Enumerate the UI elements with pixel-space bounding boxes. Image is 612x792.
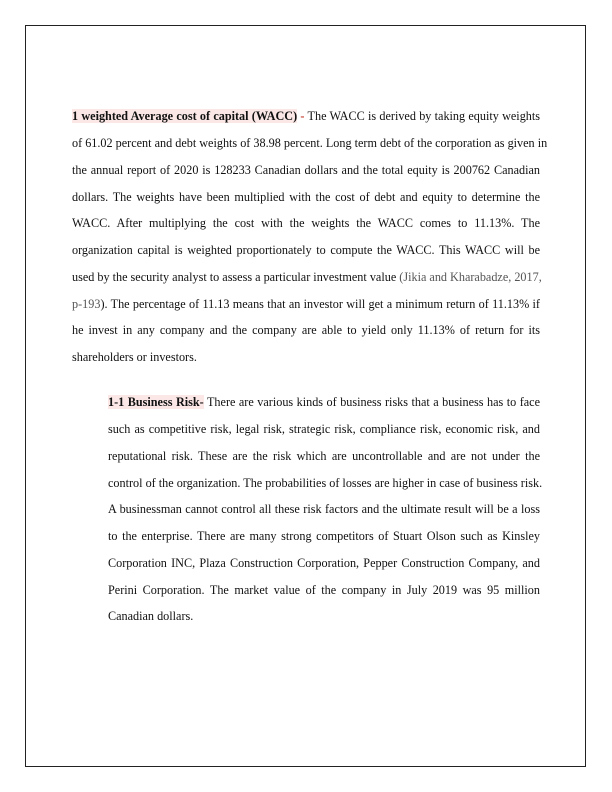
text-line xyxy=(72,270,540,284)
text-line: reputational risk. These are the risk which are uncontrollable and are not under the xyxy=(108,449,540,463)
line-text: used by the security analyst to assess a particular investment value xyxy=(72,270,400,284)
text-line xyxy=(108,395,540,409)
text-line: he invest in any company and the company are able to yield only 11.13% of return for its xyxy=(72,323,540,337)
text-line: of 61.02 percent and debt weights of 38.98 percent. Long term debt of the corporation as given in xyxy=(72,136,548,150)
line-text: The WACC is derived by taking equity weights xyxy=(304,109,541,123)
text-line xyxy=(72,297,540,311)
text-line xyxy=(72,109,540,123)
heading-dash: - xyxy=(297,109,305,123)
section-heading: 1-1 Business Risk- xyxy=(108,395,204,409)
line-text: There are various kinds of business risks that a business has to face xyxy=(203,395,540,409)
text-line: control of the organization. The probabilities of losses are higher in case of business risk. xyxy=(108,476,543,490)
citation: p-193 xyxy=(72,297,101,311)
text-line: Canadian dollars. xyxy=(108,609,194,623)
text-line: to the enterprise. There are many strong competitors of Stuart Olson such as Kinsley xyxy=(108,529,540,543)
citation: (Jikia and Kharabadze, 2017, xyxy=(399,270,542,284)
text-line: dollars. The weights have been multiplied with the cost of debt and equity to determine the xyxy=(72,190,540,204)
text-line: the annual report of 2020 is 128233 Canadian dollars and the total equity is 200762 Canadian xyxy=(72,163,540,177)
section-heading: 1 weighted Average cost of capital (WACC) xyxy=(72,109,298,123)
text-line: organization capital is weighted proportionately to compute the WACC. This WACC will be xyxy=(72,243,540,257)
text-line: shareholders or investors. xyxy=(72,350,197,364)
text-line: WACC. After multiplying the cost with the weights the WACC comes to 11.13%. The xyxy=(72,216,540,230)
line-text: ). The percentage of 11.13 means that an investor will get a minimum return of 11.13% if xyxy=(100,297,540,311)
text-line: A businessman cannot control all these risk factors and the ultimate result will be a loss xyxy=(108,502,540,516)
text-line: such as competitive risk, legal risk, strategic risk, compliance risk, economic risk, and xyxy=(108,422,540,436)
text-line: Corporation INC, Plaza Construction Corporation, Pepper Construction Company, and xyxy=(108,556,540,570)
text-line: Perini Corporation. The market value of the company in July 2019 was 95 million xyxy=(108,583,540,597)
